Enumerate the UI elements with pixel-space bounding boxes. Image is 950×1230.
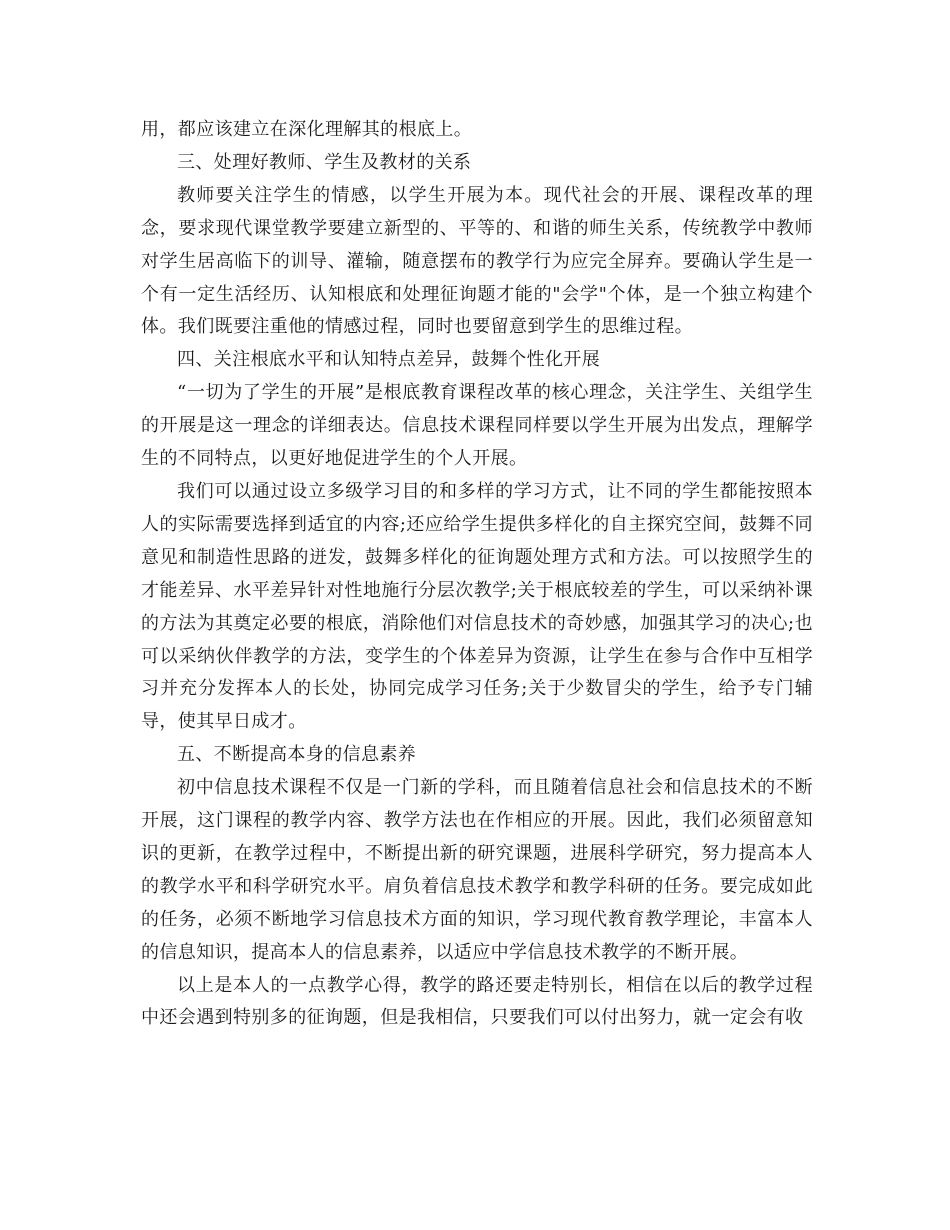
paragraph-continuation: 用，都应该建立在深化理解其的根底上。 bbox=[141, 119, 473, 140]
paragraph-information-literacy: 初中信息技术课程不仅是一门新的学科，而且随着信息社会和信息技术的不断开展，这门课程的教学内容、教学方法也在作相应的开展。因此，我们必须留意知识的更新，在教学过程中，不断提出新的研究课题，进展科学研究，努力提高本人的教学水平和科学研究水平。肩负着信息技术教学和教学科研的任务。要完成如此的任务，必须不断地学习信息技术方面的知识，学习现代教育教学理论，丰富本人的信息知识，提高本人的信息素养，以适应中学信息技术教学的不断开展。 bbox=[141, 777, 813, 963]
section-heading-4: 四、关注根底水平和认知特点差异，鼓舞个性化开展 bbox=[177, 349, 601, 371]
paragraph-conclusion: 以上是本人的一点教学心得，教学的路还要走特别长，相信在以后的教学过程中还会遇到特别多的征询题，但是我相信，只要我们可以付出努力，就一定会有收 bbox=[141, 974, 813, 1029]
paragraph-teacher-student: 教师要关注学生的情感，以学生开展为本。现代社会的开展、课程改革的理念，要求现代课堂教学要建立新型的、平等的、和谐的师生关系，传统教学中教师对学生居高临下的训导、灌输，随意摆布的教学行为应完全屏弃。要确认学生是一个有一定生活经历、认知根底和处理征询题才能的"会学"个体，是一个独立构建个体。我们既要注重他的情感过程，同时也要留意到学生的思维过程。 bbox=[141, 184, 813, 338]
section-heading-5: 五、不断提高本身的信息素养 bbox=[177, 744, 417, 766]
paragraph-core-concept: “一切为了学生的开展”是根底教育课程改革的核心理念，关注学生、关组学生的开展是这一理念的详细表达。信息技术课程同样要以学生开展为出发点，理解学生的不同特点，以更好地促进学生的个人开展。 bbox=[141, 382, 813, 470]
document-body bbox=[141, 114, 813, 1035]
paragraph-layered-teaching: 我们可以通过设立多级学习目的和多样的学习方式，让不同的学生都能按照本人的实际需要选择到适宜的内容;还应给学生提供多样化的自主探究空间，鼓舞不同意见和制造性思路的迸发，鼓舞多样化的征询题处理方式和方法。可以按照学生的才能差异、水平差异针对性地施行分层次教学;关于根底较差的学生，可以采纳补课的方法为其奠定必要的根底，消除他们对信息技术的奇妙感，加强其学习的决心;也可以采纳伙伴教学的方法，变学生的个体差异为资源，让学生在参与合作中互相学习并充分发挥本人的长处，协同完成学习任务;关于少数冒尖的学生，给予专门辅导，使其早日成才。 bbox=[141, 480, 813, 733]
section-heading-3: 三、处理好教师、学生及教材的关系 bbox=[177, 151, 472, 173]
